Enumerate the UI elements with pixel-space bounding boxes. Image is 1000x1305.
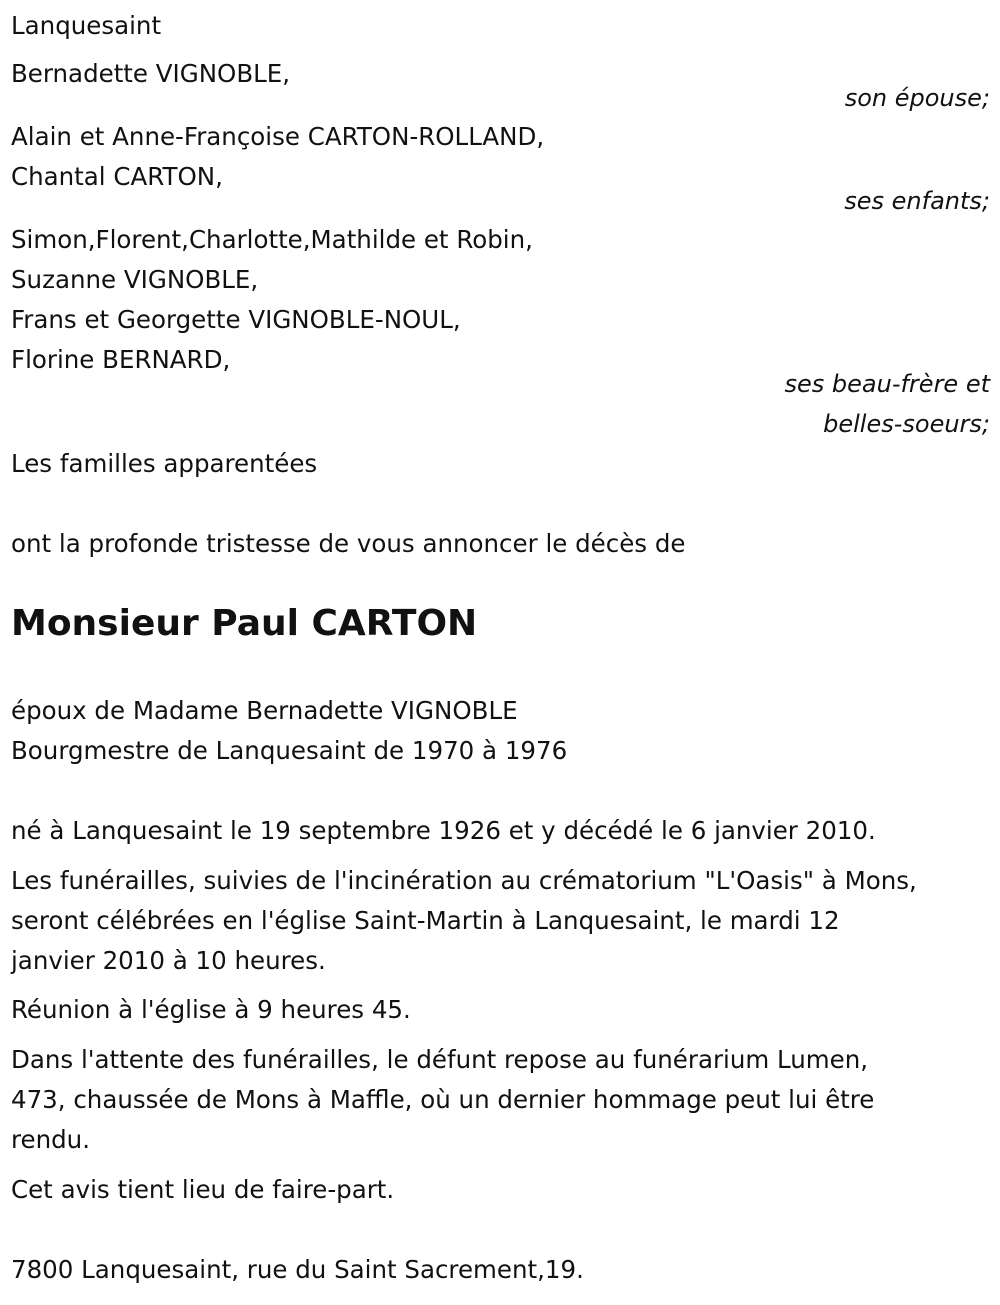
notice-line: Cet avis tient lieu de faire-part. [11, 1175, 395, 1204]
rest-place-line: rendu. [11, 1125, 91, 1154]
meeting-line: Réunion à l'église à 9 heures 45. [11, 995, 411, 1024]
spouse-role: son épouse; [844, 84, 990, 112]
spouse-name: Bernadette VIGNOBLE, [11, 59, 291, 88]
birth-death-line: né à Lanquesaint le 19 septembre 1926 et y décédé le 6 janvier 2010. [11, 816, 876, 845]
deceased-name: Monsieur Paul CARTON [11, 603, 478, 644]
funeral-details-line: janvier 2010 à 10 heures. [11, 946, 326, 975]
location-heading: Lanquesaint [11, 11, 162, 40]
deceased-title-line: Bourgmestre de Lanquesaint de 1970 à 1976 [11, 736, 568, 765]
rest-place-line: 473, chaussée de Mons à Maffle, où un dernier hommage peut lui être [11, 1085, 875, 1114]
in-law-line: Suzanne VIGNOBLE, [11, 265, 259, 294]
deceased-title-line: époux de Madame Bernadette VIGNOBLE [11, 696, 518, 725]
children-role: ses enfants; [844, 187, 990, 215]
address-line: 7800 Lanquesaint, rue du Saint Sacrement,19. [11, 1255, 584, 1284]
funeral-details-line: Les funérailles, suivies de l'incinération au crématorium "L'Oasis" à Mons, [11, 866, 917, 895]
child-line: Chantal CARTON, [11, 162, 223, 191]
in-law-line: Frans et Georgette VIGNOBLE-NOUL, [11, 305, 461, 334]
child-line: Alain et Anne-Françoise CARTON-ROLLAND, [11, 122, 545, 151]
funeral-details-line: seront célébrées en l'église Saint-Martin à Lanquesaint, le mardi 12 [11, 906, 840, 935]
in-law-line: Florine BERNARD, [11, 345, 231, 374]
in-laws-role-line: ses beau-frère et [784, 370, 990, 398]
related-families: Les familles apparentées [11, 449, 318, 478]
announcement-intro: ont la profonde tristesse de vous annoncer le décès de [11, 529, 686, 558]
in-law-line: Simon,Florent,Charlotte,Mathilde et Robin, [11, 225, 533, 254]
in-laws-role-line: belles-soeurs; [823, 410, 990, 438]
rest-place-line: Dans l'attente des funérailles, le défunt repose au funérarium Lumen, [11, 1045, 869, 1074]
